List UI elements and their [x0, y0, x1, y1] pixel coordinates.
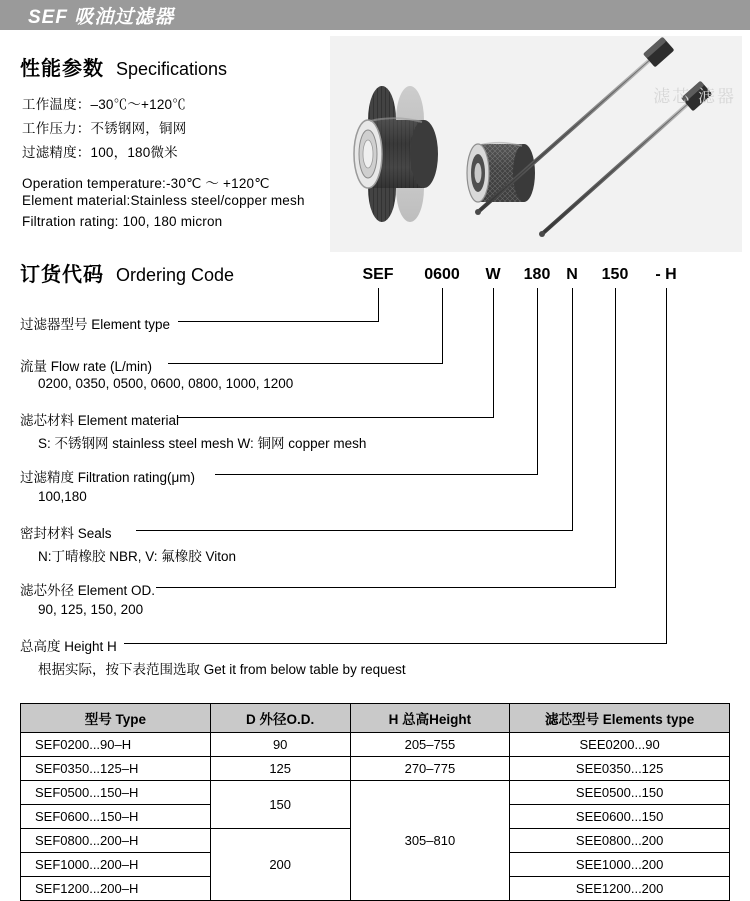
table-cell-elements: SEE0800...200	[510, 829, 730, 853]
spec-line-en-material: Element material:Stainless steel/copper mesh	[22, 193, 305, 208]
ordering-label-filtration-rating: 过滤精度 Filtration rating(μm)	[20, 470, 196, 485]
table-header-od: D 外径O.D.	[210, 704, 350, 733]
table-cell-elements: SEE1200...200	[510, 877, 730, 901]
table-cell-height: 305–810	[350, 781, 510, 901]
table-row	[21, 733, 730, 757]
ordering-code-heading	[20, 258, 234, 287]
table-cell-od: 90	[210, 733, 350, 757]
code-token-element-type: SEF	[362, 266, 394, 283]
leader-line-height-horizontal	[124, 643, 667, 644]
table-cell-type: SEF1200...200–H	[21, 877, 211, 901]
code-token-height: - H	[655, 266, 677, 283]
leader-line-filtration-rating-vertical	[537, 288, 538, 475]
ordering-sub-height: 根据实际，按下表范围选取 Get it from below table by request	[38, 662, 406, 677]
leader-line-element-type-horizontal	[178, 321, 379, 322]
table-cell-od: 125	[210, 757, 350, 781]
spec-line-cn-temperature: 工作温度：–30℃～+120℃	[22, 97, 186, 112]
leader-line-seals-horizontal	[136, 530, 573, 531]
table-header-height: H 总高Height	[350, 704, 510, 733]
leader-line-element-material-horizontal	[177, 417, 494, 418]
ordering-sub-seals: N:丁晴橡胶 NBR, V: 氟橡胶 Viton	[38, 549, 237, 564]
table-cell-height: 270–775	[350, 757, 510, 781]
ordering-label-element-od: 滤芯外径 Element OD.	[20, 583, 156, 598]
ordering-label-seals: 密封材料 Seals	[20, 526, 112, 541]
table-cell-od: 150	[210, 781, 350, 829]
ordering-code-heading-cn: 订货代码	[20, 264, 104, 286]
code-token-element-material: W	[485, 266, 501, 283]
leader-line-element-od-vertical	[615, 288, 616, 588]
ordering-label-height: 总高度 Height H	[20, 639, 117, 654]
leader-line-element-od-horizontal	[156, 587, 616, 588]
code-token-element-od: 150	[601, 266, 629, 283]
ordering-label-element-material: 滤芯材料 Element material	[20, 413, 180, 428]
specifications-table	[20, 703, 730, 901]
code-token-seals: N	[566, 266, 578, 283]
table-cell-od: 200	[210, 829, 350, 901]
table-cell-type: SEF0800...200–H	[21, 829, 211, 853]
table-header-elements-type: 滤芯型号 Elements type	[510, 704, 730, 733]
specifications-heading	[20, 52, 227, 81]
page-title: SEF 吸油过滤器	[28, 6, 175, 28]
code-token-flow-rate: 0600	[424, 266, 460, 283]
table-cell-elements: SEE0350...125	[510, 757, 730, 781]
table-header-row	[21, 704, 730, 733]
spec-line-en-temperature: Operation temperature:-30℃ ～ +120℃	[22, 176, 270, 191]
table-row	[21, 757, 730, 781]
table-cell-elements: SEE1000...200	[510, 853, 730, 877]
ordering-sub-element-od: 90, 125, 150, 200	[38, 602, 144, 617]
ordering-sub-flow-rate: 0200, 0350, 0500, 0600, 0800, 1000, 1200	[38, 376, 294, 391]
leader-line-height-vertical	[666, 288, 667, 644]
leader-line-seals-vertical	[572, 288, 573, 531]
ordering-code-heading-en: Ordering Code	[116, 265, 235, 285]
table-cell-elements: SEE0500...150	[510, 781, 730, 805]
leader-line-flow-rate-vertical	[442, 288, 443, 364]
spec-line-cn-rating: 过滤精度：100，180微米	[22, 145, 178, 160]
header-banner	[0, 0, 750, 30]
spec-line-cn-material: 工作压力：不锈钢网，铜网	[22, 121, 187, 136]
ordering-label-flow-rate: 流量 Flow rate (L/min)	[20, 359, 153, 374]
table-cell-type: SEF0350...125–H	[21, 757, 211, 781]
product-illustration	[330, 36, 742, 252]
table-cell-type: SEF0600...150–H	[21, 805, 211, 829]
table-row	[21, 781, 730, 805]
leader-line-element-material-vertical	[493, 288, 494, 418]
specifications-heading-en: Specifications	[116, 59, 228, 79]
table-cell-elements: SEE0200...90	[510, 733, 730, 757]
table-header-type: 型号 Type	[21, 704, 211, 733]
product-photo	[330, 36, 742, 252]
ordering-label-element-type: 过滤器型号 Element type	[20, 317, 171, 332]
leader-line-element-type-vertical	[378, 288, 379, 322]
table-cell-type: SEF1000...200–H	[21, 853, 211, 877]
table-cell-type: SEF0500...150–H	[21, 781, 211, 805]
specifications-heading-cn: 性能参数	[20, 58, 104, 80]
leader-line-flow-rate-horizontal	[168, 363, 443, 364]
leader-line-filtration-rating-horizontal	[215, 474, 538, 475]
spec-line-en-rating: Filtration rating: 100, 180 micron	[22, 214, 223, 229]
ordering-sub-filtration-rating: 100,180	[38, 489, 87, 504]
code-token-filtration-rating: 180	[523, 266, 551, 283]
photo-watermark-text: 滤芯 滤器	[653, 87, 736, 106]
table-cell-type: SEF0200...90–H	[21, 733, 211, 757]
table-cell-elements: SEE0600...150	[510, 805, 730, 829]
ordering-sub-element-material: S: 不锈钢网 stainless steel mesh W: 铜网 copper mesh	[38, 436, 367, 451]
table-cell-height: 205–755	[350, 733, 510, 757]
